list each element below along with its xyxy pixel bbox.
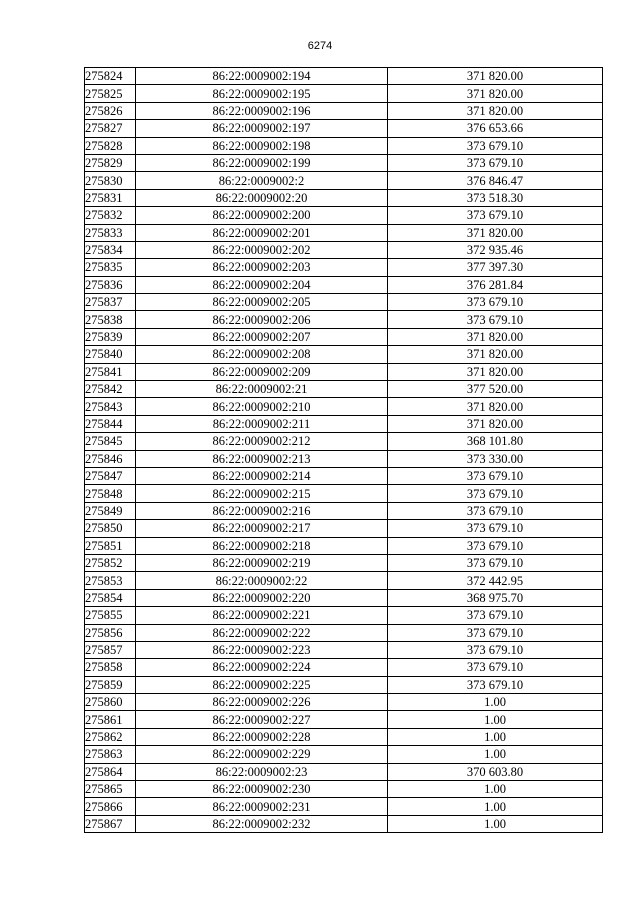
row-number-cell: 275834 — [85, 241, 136, 258]
row-number-cell: 275862 — [85, 728, 136, 745]
cadastral-number-cell: 86:22:0009002:23 — [136, 763, 388, 780]
cadastral-value-cell: 373 679.10 — [388, 659, 603, 676]
table-row — [85, 485, 603, 502]
cadastral-value-cell: 373 679.10 — [388, 676, 603, 693]
cadastral-number-cell: 86:22:0009002:225 — [136, 676, 388, 693]
cadastral-value-cell: 371 820.00 — [388, 85, 603, 102]
cadastral-value-cell: 373 679.10 — [388, 641, 603, 658]
cadastral-number-cell: 86:22:0009002:21 — [136, 381, 388, 398]
cadastral-number-cell: 86:22:0009002:199 — [136, 154, 388, 171]
cadastral-value-cell: 377 520.00 — [388, 381, 603, 398]
cadastral-number-cell: 86:22:0009002:223 — [136, 641, 388, 658]
cadastral-number-cell: 86:22:0009002:200 — [136, 207, 388, 224]
cadastral-value-cell: 373 518.30 — [388, 189, 603, 206]
cadastral-number-cell: 86:22:0009002:222 — [136, 624, 388, 641]
cadastral-value-cell: 373 679.10 — [388, 467, 603, 484]
cadastral-value-cell: 368 975.70 — [388, 589, 603, 606]
row-number-cell: 275863 — [85, 746, 136, 763]
table-row — [85, 294, 603, 311]
cadastral-value-table — [84, 67, 603, 833]
cadastral-number-cell: 86:22:0009002:194 — [136, 68, 388, 85]
row-number-cell: 275846 — [85, 450, 136, 467]
cadastral-value-cell: 1.00 — [388, 781, 603, 798]
row-number-cell: 275854 — [85, 589, 136, 606]
cadastral-number-cell: 86:22:0009002:196 — [136, 102, 388, 119]
table-row — [85, 746, 603, 763]
table-row — [85, 363, 603, 380]
row-number-cell: 275855 — [85, 607, 136, 624]
table-row — [85, 572, 603, 589]
row-number-cell: 275856 — [85, 624, 136, 641]
row-number-cell: 275860 — [85, 694, 136, 711]
cadastral-value-cell: 373 679.10 — [388, 154, 603, 171]
table-row — [85, 189, 603, 206]
cadastral-number-cell: 86:22:0009002:218 — [136, 537, 388, 554]
cadastral-value-cell: 373 679.10 — [388, 607, 603, 624]
row-number-cell: 275835 — [85, 259, 136, 276]
row-number-cell: 275839 — [85, 328, 136, 345]
table-row — [85, 676, 603, 693]
row-number-cell: 275836 — [85, 276, 136, 293]
table-row — [85, 85, 603, 102]
cadastral-number-cell: 86:22:0009002:211 — [136, 415, 388, 432]
cadastral-number-cell: 86:22:0009002:203 — [136, 259, 388, 276]
cadastral-value-cell: 370 603.80 — [388, 763, 603, 780]
table-row — [85, 537, 603, 554]
row-number-cell: 275838 — [85, 311, 136, 328]
table-row — [85, 607, 603, 624]
table-row — [85, 102, 603, 119]
cadastral-number-cell: 86:22:0009002:201 — [136, 224, 388, 241]
row-number-cell: 275840 — [85, 346, 136, 363]
row-number-cell: 275853 — [85, 572, 136, 589]
cadastral-number-cell: 86:22:0009002:208 — [136, 346, 388, 363]
row-number-cell: 275826 — [85, 102, 136, 119]
row-number-cell: 275844 — [85, 415, 136, 432]
row-number-cell: 275857 — [85, 641, 136, 658]
row-number-cell: 275849 — [85, 502, 136, 519]
cadastral-value-cell: 373 679.10 — [388, 520, 603, 537]
cadastral-value-cell: 373 330.00 — [388, 450, 603, 467]
cadastral-number-cell: 86:22:0009002:210 — [136, 398, 388, 415]
table-row — [85, 311, 603, 328]
cadastral-number-cell: 86:22:0009002:220 — [136, 589, 388, 606]
cadastral-number-cell: 86:22:0009002:202 — [136, 241, 388, 258]
cadastral-number-cell: 86:22:0009002:230 — [136, 781, 388, 798]
table-row — [85, 554, 603, 571]
table-row — [85, 450, 603, 467]
cadastral-number-cell: 86:22:0009002:232 — [136, 815, 388, 832]
table-row — [85, 276, 603, 293]
table-row — [85, 641, 603, 658]
cadastral-number-cell: 86:22:0009002:207 — [136, 328, 388, 345]
table-row — [85, 467, 603, 484]
row-number-cell: 275852 — [85, 554, 136, 571]
cadastral-value-cell: 373 679.10 — [388, 485, 603, 502]
cadastral-value-cell: 371 820.00 — [388, 224, 603, 241]
cadastral-number-cell: 86:22:0009002:209 — [136, 363, 388, 380]
cadastral-number-cell: 86:22:0009002:215 — [136, 485, 388, 502]
cadastral-value-cell: 373 679.10 — [388, 554, 603, 571]
row-number-cell: 275865 — [85, 781, 136, 798]
row-number-cell: 275845 — [85, 433, 136, 450]
row-number-cell: 275847 — [85, 467, 136, 484]
row-number-cell: 275858 — [85, 659, 136, 676]
row-number-cell: 275867 — [85, 815, 136, 832]
cadastral-value-cell: 1.00 — [388, 798, 603, 815]
cadastral-number-cell: 86:22:0009002:224 — [136, 659, 388, 676]
cadastral-number-cell: 86:22:0009002:213 — [136, 450, 388, 467]
table-row — [85, 172, 603, 189]
table-row — [85, 694, 603, 711]
cadastral-value-cell: 368 101.80 — [388, 433, 603, 450]
row-number-cell: 275861 — [85, 711, 136, 728]
table-row — [85, 589, 603, 606]
row-number-cell: 275830 — [85, 172, 136, 189]
cadastral-value-cell: 373 679.10 — [388, 137, 603, 154]
cadastral-number-cell: 86:22:0009002:219 — [136, 554, 388, 571]
table-row — [85, 624, 603, 641]
table-row — [85, 415, 603, 432]
cadastral-number-cell: 86:22:0009002:212 — [136, 433, 388, 450]
cadastral-value-cell: 371 820.00 — [388, 363, 603, 380]
table-row — [85, 137, 603, 154]
cadastral-number-cell: 86:22:0009002:216 — [136, 502, 388, 519]
cadastral-number-cell: 86:22:0009002:198 — [136, 137, 388, 154]
cadastral-number-cell: 86:22:0009002:214 — [136, 467, 388, 484]
cadastral-value-cell: 1.00 — [388, 728, 603, 745]
cadastral-value-cell: 373 679.10 — [388, 311, 603, 328]
row-number-cell: 275842 — [85, 381, 136, 398]
cadastral-value-cell: 376 653.66 — [388, 120, 603, 137]
table-row — [85, 781, 603, 798]
row-number-cell: 275866 — [85, 798, 136, 815]
table-row — [85, 815, 603, 832]
table-row — [85, 328, 603, 345]
row-number-cell: 275859 — [85, 676, 136, 693]
cadastral-number-cell: 86:22:0009002:231 — [136, 798, 388, 815]
table-row — [85, 68, 603, 85]
table-row — [85, 381, 603, 398]
row-number-cell: 275851 — [85, 537, 136, 554]
table-row — [85, 433, 603, 450]
cadastral-number-cell: 86:22:0009002:221 — [136, 607, 388, 624]
row-number-cell: 275850 — [85, 520, 136, 537]
cadastral-value-cell: 1.00 — [388, 694, 603, 711]
table-body — [85, 68, 603, 833]
cadastral-number-cell: 86:22:0009002:197 — [136, 120, 388, 137]
table-row — [85, 120, 603, 137]
row-number-cell: 275832 — [85, 207, 136, 224]
table-row — [85, 798, 603, 815]
row-number-cell: 275864 — [85, 763, 136, 780]
row-number-cell: 275841 — [85, 363, 136, 380]
table-row — [85, 502, 603, 519]
table-row — [85, 398, 603, 415]
cadastral-number-cell: 86:22:0009002:20 — [136, 189, 388, 206]
table-row — [85, 520, 603, 537]
table-row — [85, 659, 603, 676]
table-row — [85, 763, 603, 780]
row-number-cell: 275837 — [85, 294, 136, 311]
row-number-cell: 275829 — [85, 154, 136, 171]
cadastral-number-cell: 86:22:0009002:206 — [136, 311, 388, 328]
row-number-cell: 275831 — [85, 189, 136, 206]
cadastral-value-cell: 373 679.10 — [388, 294, 603, 311]
cadastral-value-cell: 371 820.00 — [388, 398, 603, 415]
table-row — [85, 711, 603, 728]
row-number-cell: 275825 — [85, 85, 136, 102]
cadastral-value-cell: 372 442.95 — [388, 572, 603, 589]
cadastral-number-cell: 86:22:0009002:226 — [136, 694, 388, 711]
table-row — [85, 728, 603, 745]
cadastral-value-cell: 371 820.00 — [388, 415, 603, 432]
cadastral-value-cell: 1.00 — [388, 711, 603, 728]
cadastral-number-cell: 86:22:0009002:229 — [136, 746, 388, 763]
cadastral-value-cell: 373 679.10 — [388, 502, 603, 519]
row-number-cell: 275843 — [85, 398, 136, 415]
cadastral-number-cell: 86:22:0009002:227 — [136, 711, 388, 728]
cadastral-value-cell: 376 846.47 — [388, 172, 603, 189]
cadastral-value-cell: 372 935.46 — [388, 241, 603, 258]
cadastral-value-cell: 376 281.84 — [388, 276, 603, 293]
table-row — [85, 241, 603, 258]
cadastral-number-cell: 86:22:0009002:228 — [136, 728, 388, 745]
table-row — [85, 207, 603, 224]
cadastral-number-cell: 86:22:0009002:217 — [136, 520, 388, 537]
cadastral-value-cell: 371 820.00 — [388, 68, 603, 85]
cadastral-value-cell: 377 397.30 — [388, 259, 603, 276]
row-number-cell: 275828 — [85, 137, 136, 154]
cadastral-value-cell: 371 820.00 — [388, 328, 603, 345]
cadastral-number-cell: 86:22:0009002:205 — [136, 294, 388, 311]
table-row — [85, 346, 603, 363]
table-row — [85, 224, 603, 241]
cadastral-value-cell: 371 820.00 — [388, 346, 603, 363]
cadastral-number-cell: 86:22:0009002:204 — [136, 276, 388, 293]
cadastral-value-cell: 373 679.10 — [388, 624, 603, 641]
cadastral-value-cell: 373 679.10 — [388, 207, 603, 224]
row-number-cell: 275827 — [85, 120, 136, 137]
cadastral-value-cell: 371 820.00 — [388, 102, 603, 119]
cadastral-number-cell: 86:22:0009002:22 — [136, 572, 388, 589]
cadastral-value-cell: 373 679.10 — [388, 537, 603, 554]
cadastral-value-cell: 1.00 — [388, 746, 603, 763]
cadastral-number-cell: 86:22:0009002:195 — [136, 85, 388, 102]
page-number: 6274 — [307, 40, 333, 52]
cadastral-value-cell: 1.00 — [388, 815, 603, 832]
table-row — [85, 154, 603, 171]
cadastral-number-cell: 86:22:0009002:2 — [136, 172, 388, 189]
table-row — [85, 259, 603, 276]
row-number-cell: 275824 — [85, 68, 136, 85]
row-number-cell: 275848 — [85, 485, 136, 502]
row-number-cell: 275833 — [85, 224, 136, 241]
